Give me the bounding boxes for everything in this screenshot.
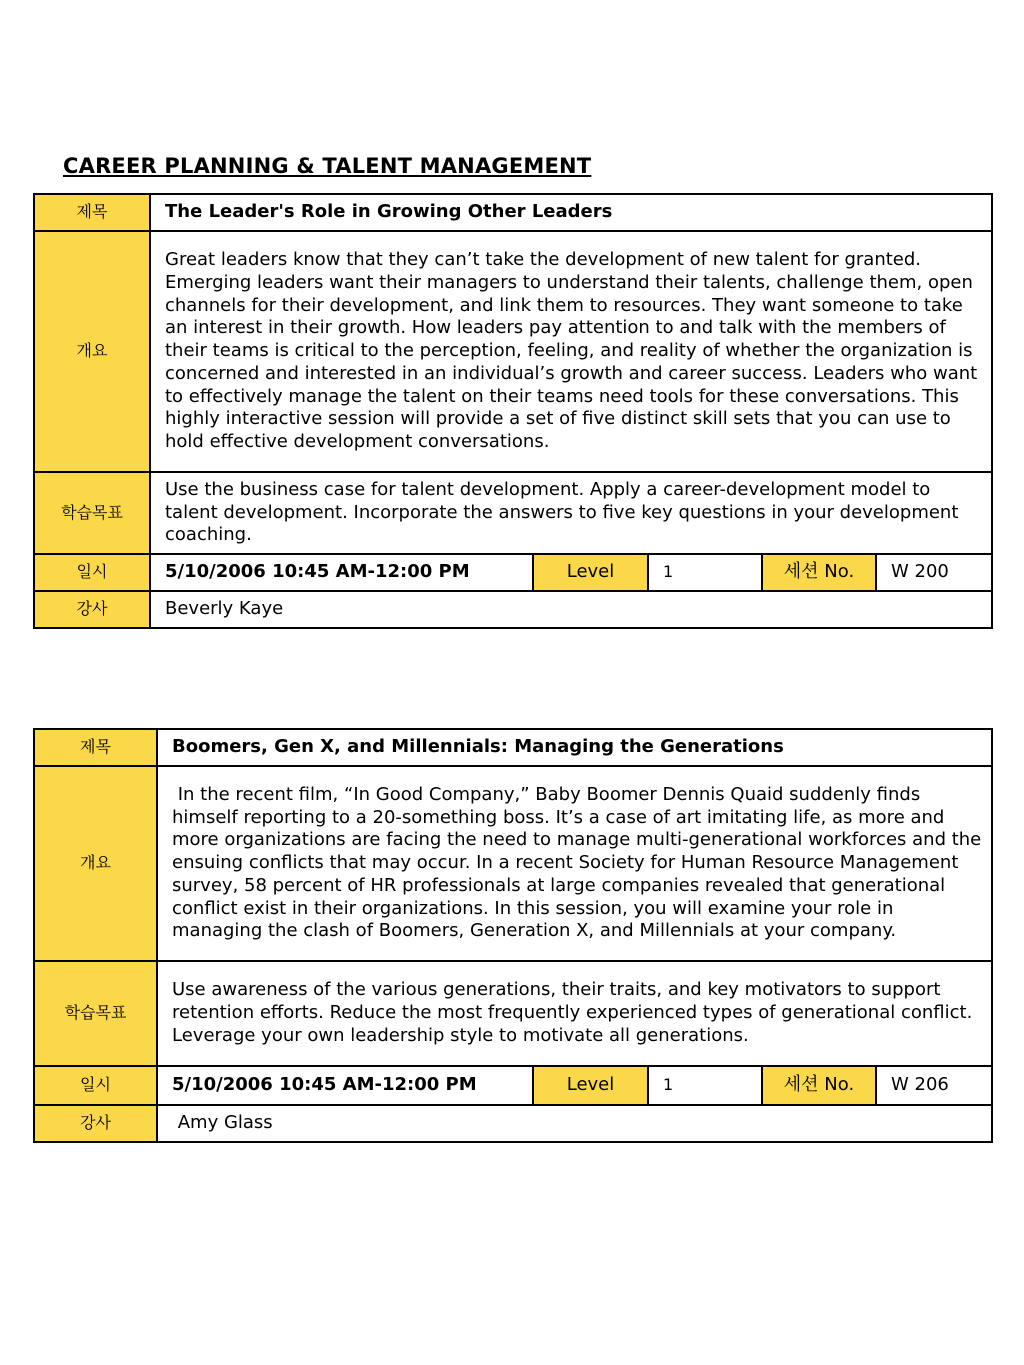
title-row (34, 729, 992, 766)
session-no-label: 세션 No. (762, 1066, 876, 1105)
datetime-label: 일시 (34, 554, 150, 591)
instructor-row (34, 1105, 992, 1142)
instructor-row (34, 591, 992, 628)
session-number: W 200 (876, 554, 992, 591)
session-objectives: Use awareness of the various generations, their traits, and key motivators to support retention efforts. Reduce the most frequently experienced types of generational conflict. Leverage your own leadership style to motivate all generations. (157, 961, 992, 1066)
objectives-label: 학습목표 (34, 472, 150, 554)
session-objectives: Use the business case for talent development. Apply a career-development model to talent development. Incorporate the answers to five key questions in your development coaching. (150, 472, 992, 554)
schedule-row (34, 554, 992, 591)
overview-row (34, 766, 992, 961)
session-datetime: 5/10/2006 10:45 AM-12:00 PM (150, 554, 533, 591)
instructor-label: 강사 (34, 1105, 157, 1142)
title-row (34, 194, 992, 231)
objectives-row (34, 961, 992, 1066)
title-label: 제목 (34, 194, 150, 231)
session-instructor: Amy Glass (157, 1105, 992, 1142)
datetime-label: 일시 (34, 1066, 157, 1105)
session-instructor: Beverly Kaye (150, 591, 992, 628)
overview-row (34, 231, 992, 472)
session-table-1 (33, 193, 993, 629)
objectives-row (34, 472, 992, 554)
session-no-label: 세션 No. (762, 554, 876, 591)
session-level: 1 (648, 554, 762, 591)
overview-label: 개요 (34, 231, 150, 472)
page-title: CAREER PLANNING & TALENT MANAGEMENT (63, 154, 592, 178)
session-overview: In the recent film, “In Good Company,” Baby Boomer Dennis Quaid suddenly finds himself reporting to a 20-something boss. It’s a case of art imitating life, as more and more organizations are facing the need to manage multi-generational workforces and the ensuing conflicts that may occur. In a recent Society for Human Resource Management survey, 58 percent of HR professionals at large companies revealed that generational conflict exist in their organizations. In this session, you will examine your role in managing the clash of Boomers, Generation X, and Millennials at your company. (157, 766, 992, 961)
session-number: W 206 (876, 1066, 992, 1105)
session-overview: Great leaders know that they can’t take the development of new talent for granted. Emerging leaders want their managers to understand their talents, challenge them, open channels for their development, and link them to resources. They want someone to take an interest in their growth. How leaders pay attention to and talk with the members of their teams is critical to the perception, feeling, and reality of whether the organization is concerned and interested in an individual’s growth and career success. Leaders who want to effectively manage the talent on their teams need tools for these conversations. This highly interactive session will provide a set of five distinct skill sets that you can use to hold effective development conversations. (150, 231, 992, 472)
level-label: Level (533, 1066, 648, 1105)
session-datetime: 5/10/2006 10:45 AM-12:00 PM (157, 1066, 533, 1105)
objectives-label: 학습목표 (34, 961, 157, 1066)
overview-label: 개요 (34, 766, 157, 961)
level-label: Level (533, 554, 648, 591)
title-label: 제목 (34, 729, 157, 766)
session-title: Boomers, Gen X, and Millennials: Managing the Generations (157, 729, 992, 766)
session-table-2 (33, 728, 993, 1143)
schedule-row (34, 1066, 992, 1105)
instructor-label: 강사 (34, 591, 150, 628)
session-level: 1 (648, 1066, 762, 1105)
session-title: The Leader's Role in Growing Other Leaders (150, 194, 992, 231)
